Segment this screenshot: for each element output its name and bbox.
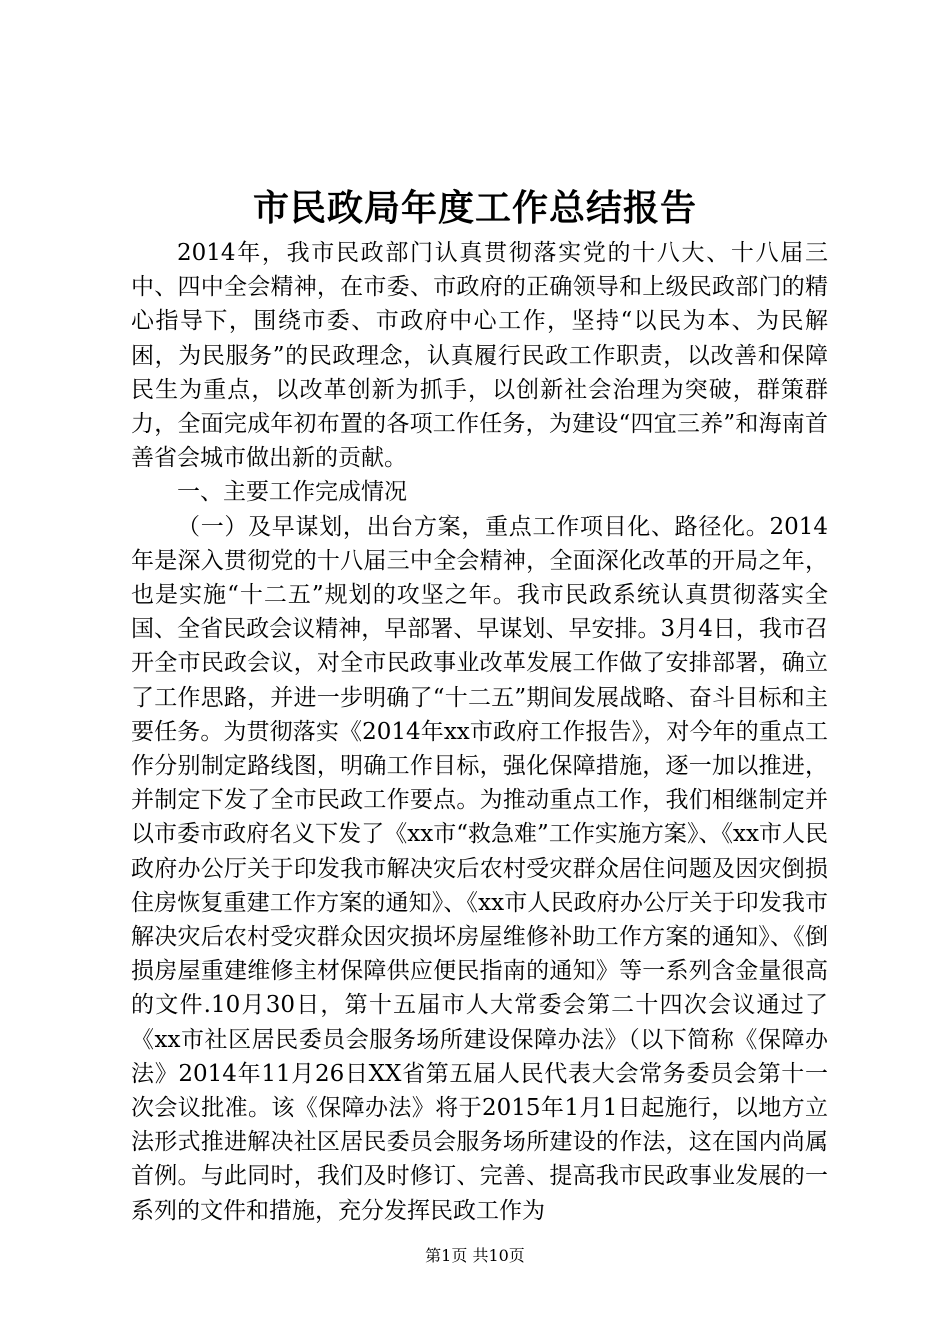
paragraph-section-1: （一）及早谋划，出台方案，重点工作项目化、路径化。2014年是深入贯彻党的十八届三中全会精神，全面深化改革的开局之年，也是实施“十二五”规划的攻坚之年。我市民政系统认真贯彻落实全国、全省民政会议精神，早部署、早谋划、早安排。3月4日，我市召开全市民政会议，对全市民政事业改革发展工作做了安排部署，确立了工作思路，并进一步明确了“十二五”期间发展战略、奋斗目标和主要任务。为贯彻落实《2014年xx市政府工作报告》，对今年的重点工作分别制定路线图，明确工作目标，强化保障措施，逐一加以推进，并制定下发了全市民政工作要点。为推动重点工作，我们相继制定并以市委市政府名义下发了《xx市“救急难”工作实施方案》、《xx市人民政府办公厅关于印发我市解决灾后农村受灾群众居住问题及因灾倒损住房恢复重建工作方案的通知》、《xx市人民政府办公厅关于印发我市解决灾后农村受灾群众因灾损坏房屋维修补助工作方案的通知》、《倒损房屋重建维修主材保障供应便民指南的通知》等一系列含金量很高的文件.10月30日，第十五届市人大常委会第二十四次会议通过了《xx市社区居民委员会服务场所建设保障办法》（以下简称《保障办法》2014年11月26日XX省第五届人民代表大会常务委员会第十一次会议批准。该《保障办法》将于2015年1月1日起施行，以地方立法形式推进解决社区居民委员会服务场所建设的作法，这在国内尚属首例。与此同时，我们及时修订、完善、提高我市民政事业发展的一系列的文件和措施，充分发挥民政工作为 bbox=[131, 513, 828, 1224]
document-title: 市民政局年度工作总结报告 bbox=[252, 187, 697, 229]
paragraph-intro: 2014年，我市民政部门认真贯彻落实党的十八大、十八届三中、四中全会精神，在市委、市政府的正确领导和上级民政部门的精心指导下，围绕市委、市政府中心工作，坚持“以民为本、为民解困，为民服务”的民政理念，认真履行民政工作职责，以改善和保障民生为重点，以改革创新为抓手，以创新社会治理为突破，群策群力，全面完成年初布置的各项工作任务，为建设“四宜三养”和海南首善省会城市做出新的贡献。 bbox=[131, 240, 828, 472]
document-body bbox=[131, 236, 828, 1228]
section-heading: 一、主要工作完成情况 bbox=[177, 479, 407, 506]
page-footer: 第1页 共10页 bbox=[425, 1246, 525, 1265]
